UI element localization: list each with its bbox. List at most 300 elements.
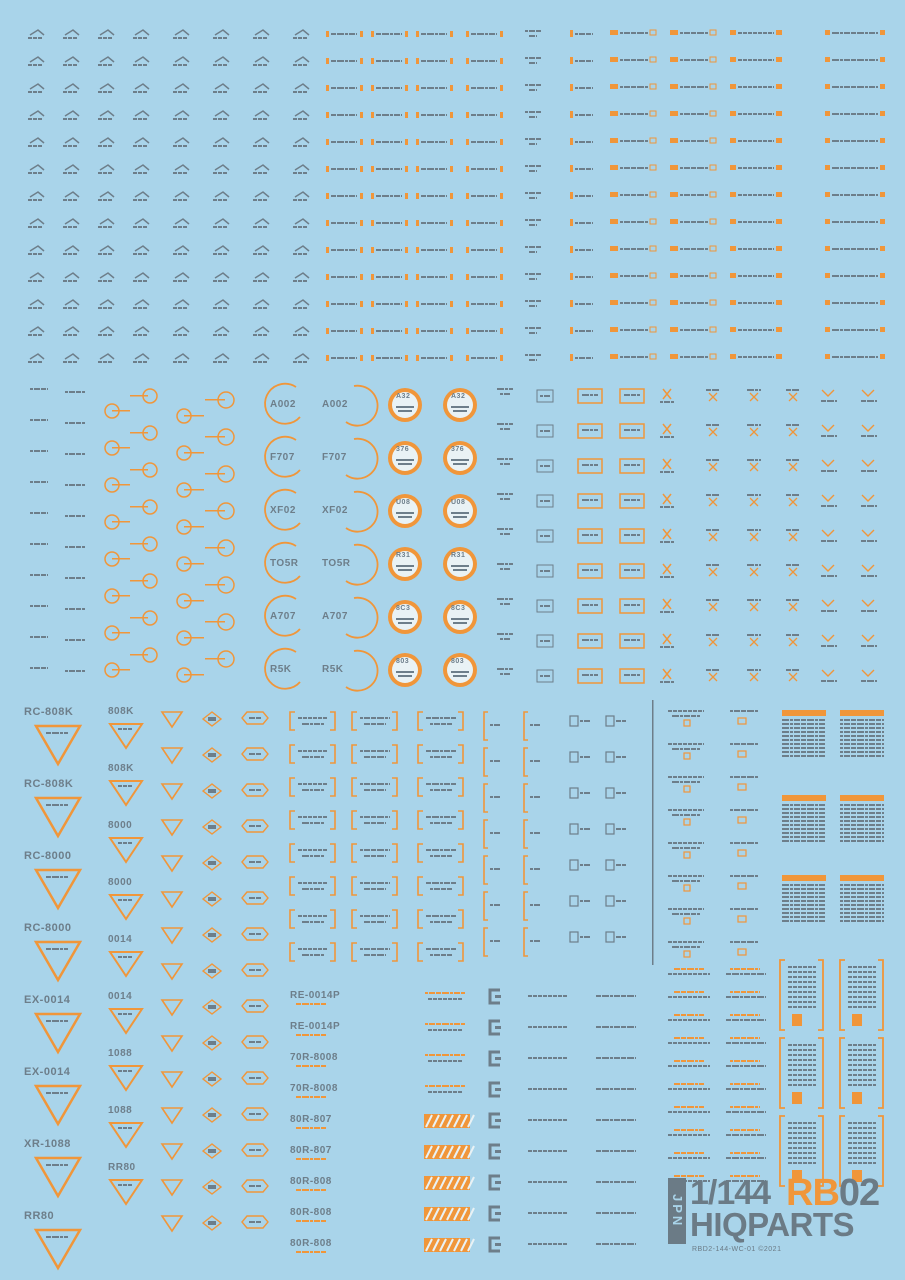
small-box	[606, 896, 614, 906]
arrow-mark	[135, 57, 149, 62]
stencil-text-mark	[337, 249, 344, 251]
stencil-text-mark	[793, 981, 797, 983]
stencil-text-mark	[695, 1060, 698, 1062]
stencil-text-mark	[755, 1060, 758, 1062]
stencil-text-mark	[218, 334, 222, 336]
orange-block	[880, 57, 885, 62]
stencil-text-mark	[489, 114, 495, 116]
cross-icon	[663, 634, 671, 644]
stencil-text-mark	[444, 717, 450, 719]
stencil-text-mark	[432, 783, 439, 785]
arrow-mark	[100, 246, 114, 251]
stencil-text-mark	[730, 875, 733, 877]
orange-tick	[416, 58, 419, 64]
stencil-text-mark	[803, 1059, 807, 1061]
stencil-text-mark	[108, 307, 112, 309]
stencil-text-mark	[544, 640, 550, 642]
stencil-text-mark	[819, 812, 825, 814]
stencil-text-mark	[33, 37, 37, 39]
orange-box	[684, 918, 690, 924]
stencil-text-mark	[691, 275, 696, 277]
stencil-text-mark	[450, 1023, 453, 1025]
stencil-text-mark	[318, 783, 322, 785]
stencil-text-mark	[691, 880, 696, 882]
stencil-text-mark	[683, 776, 687, 778]
stencil-text-mark	[494, 832, 500, 834]
stencil-text-mark	[377, 915, 384, 917]
chevron-icon	[822, 565, 834, 571]
stencil-text-mark	[376, 276, 381, 278]
stencil-text-mark	[540, 570, 543, 572]
stencil-text-mark	[840, 329, 843, 331]
stencil-text-mark	[69, 670, 75, 672]
stencil-text-mark	[876, 140, 878, 142]
stencil-text-mark	[730, 941, 733, 943]
stencil-text-mark	[790, 840, 793, 842]
stencil-text-mark	[616, 864, 621, 866]
stencil-text-mark	[808, 1122, 812, 1124]
stencil-text-mark	[868, 1127, 872, 1129]
stencil-text-mark	[321, 888, 324, 890]
stencil-text-mark	[740, 1042, 743, 1044]
stencil-text-mark	[803, 1064, 807, 1066]
arrow-mark	[30, 192, 44, 197]
badge-text-mark	[453, 675, 467, 677]
stencil-text-mark	[876, 356, 878, 358]
arrow-mark	[30, 219, 44, 224]
orange-block	[776, 327, 782, 332]
arrow-mark	[295, 30, 309, 35]
stencil-text-mark	[867, 540, 874, 542]
stencil-text-mark	[298, 783, 302, 785]
stencil-text-mark	[553, 1212, 557, 1214]
stencil-text-mark	[673, 842, 677, 844]
stencil-text-mark	[183, 64, 187, 66]
stencil-text-mark	[371, 954, 376, 956]
cross-icon	[709, 568, 717, 576]
stencil-text-mark	[755, 529, 758, 531]
orange-tick	[405, 31, 408, 37]
stencil-text-mark	[758, 329, 762, 331]
stencil-text-mark	[875, 435, 877, 437]
stencil-text-mark	[794, 836, 800, 838]
stencil-text-mark	[477, 249, 484, 251]
stencil-text-mark	[637, 464, 640, 466]
stencil-text-mark	[371, 915, 376, 917]
stencil-text-mark	[65, 639, 68, 641]
stencil-text-mark	[734, 1060, 740, 1062]
stencil-text-mark	[477, 195, 484, 197]
stencil-text-mark	[705, 356, 708, 358]
orange-tick	[466, 58, 469, 64]
chevron-icon	[822, 495, 834, 501]
stencil-text-mark	[680, 748, 683, 750]
stencil-text-mark	[835, 505, 837, 507]
stencil-text-mark	[624, 639, 630, 641]
stencil-text-mark	[558, 1026, 562, 1028]
stencil-text-mark	[364, 783, 370, 785]
stencil-text-mark	[688, 973, 692, 975]
stencil-text-mark	[385, 888, 386, 890]
chevron-icon	[862, 565, 874, 571]
orange-block	[730, 84, 736, 89]
diamond-core	[208, 789, 216, 793]
stencil-text-mark	[303, 199, 307, 201]
stencil-text-mark	[793, 1142, 797, 1144]
stencil-text-mark	[427, 141, 434, 143]
stencil-text-mark	[321, 822, 324, 824]
stencil-text-mark	[530, 832, 533, 834]
stencil-text-mark	[703, 1088, 707, 1090]
stencil-text-mark	[645, 356, 648, 358]
stencil-text-mark	[755, 1014, 758, 1016]
stencil-text-mark	[744, 1134, 750, 1136]
stencil-text-mark	[602, 1243, 609, 1245]
cross-icon	[709, 673, 717, 681]
stencil-text-mark	[28, 361, 32, 363]
stencil-text-mark	[382, 249, 389, 251]
stencil-text-mark	[813, 1054, 816, 1056]
orange-block	[670, 354, 678, 359]
stencil-text-mark	[697, 248, 704, 250]
stencil-text-mark	[30, 481, 33, 483]
stencil-text-mark	[60, 1164, 63, 1166]
stencil-text-mark	[798, 981, 802, 983]
stencil-text-mark	[759, 1129, 760, 1131]
stencil-text-mark	[671, 436, 674, 438]
stencil-text-mark	[356, 60, 357, 62]
badge-text-mark	[453, 463, 467, 465]
stencil-text-mark	[869, 896, 875, 898]
stencil-text-mark	[489, 168, 495, 170]
arrow-mark	[65, 30, 79, 35]
orange-tick	[570, 219, 573, 226]
stencil-text-mark	[302, 822, 309, 824]
stencil-text-mark	[793, 996, 797, 998]
stencil-text-mark	[684, 32, 690, 34]
stencil-text-mark	[763, 59, 767, 61]
orange-block	[880, 219, 885, 224]
stencil-text-mark	[788, 1147, 792, 1149]
stencil-text-mark	[683, 1088, 687, 1090]
stencil-text-mark	[693, 776, 697, 778]
stencil-text-mark	[302, 756, 309, 758]
cross-icon	[709, 603, 717, 611]
stencil-text-mark	[703, 941, 704, 943]
stencil-text-mark	[876, 808, 881, 810]
stencil-text-mark	[525, 300, 528, 302]
stencil-text-mark	[451, 882, 456, 884]
stencil-text-mark	[882, 916, 884, 918]
stencil-text-mark	[815, 812, 818, 814]
stencil-text-mark	[509, 493, 513, 495]
stencil-text-mark	[65, 608, 68, 610]
badge-code: R31	[396, 552, 411, 559]
stencil-text-mark	[803, 1069, 807, 1071]
stencil-text-mark	[544, 465, 550, 467]
stencil-text-mark	[687, 1106, 694, 1108]
stencil-text-mark	[594, 639, 598, 641]
stencil-text-mark	[584, 900, 590, 902]
stencil-text-mark	[869, 840, 875, 842]
stencil-text-mark	[390, 249, 393, 251]
stencil-text-mark	[768, 302, 772, 304]
stencil-text-mark	[505, 493, 508, 495]
bracket-icon	[418, 778, 423, 796]
stencil-text-mark	[450, 1054, 453, 1056]
stencil-text-mark	[637, 356, 644, 358]
stencil-text-mark	[213, 118, 217, 120]
stencil-text-mark	[118, 899, 122, 901]
orange-tick	[360, 166, 363, 172]
stencil-text-mark	[258, 253, 262, 255]
stencil-text-mark	[668, 1157, 672, 1159]
stencil-text-mark	[302, 1034, 309, 1036]
stencil-text-mark	[439, 114, 445, 116]
stencil-text-mark	[788, 1157, 792, 1159]
stencil-text-mark	[840, 920, 843, 922]
stencil-text-mark	[790, 804, 793, 806]
stencil-text-mark	[730, 842, 733, 844]
stencil-text-mark	[218, 145, 222, 147]
stencil-text-mark	[579, 141, 585, 143]
stencil-text-mark	[819, 888, 825, 890]
stencil-text-mark	[624, 221, 630, 223]
orange-block	[730, 219, 736, 224]
stencil-text-mark	[815, 908, 818, 910]
stencil-text-mark	[876, 896, 881, 898]
stencil-text-mark	[851, 816, 856, 818]
stencil-text-mark	[664, 611, 670, 613]
cross-icon	[663, 424, 671, 434]
stencil-text-mark	[668, 809, 672, 811]
stencil-text-mark	[173, 253, 177, 255]
stencil-text-mark	[314, 756, 320, 758]
stencil-text-mark	[708, 1019, 710, 1021]
stencil-text-mark	[765, 1042, 766, 1044]
stencil-text-mark	[734, 968, 740, 970]
stencil-text-mark	[684, 248, 690, 250]
small-box	[606, 752, 614, 762]
chevron-icon	[822, 600, 834, 606]
stencil-text-mark	[446, 114, 447, 116]
stencil-text-mark	[788, 1084, 792, 1086]
clip-core	[495, 1088, 501, 1091]
arrow-mark	[215, 300, 229, 305]
stencil-text-mark	[123, 956, 127, 958]
stencil-text-mark	[808, 1044, 812, 1046]
orange-tick	[466, 193, 469, 199]
orange-block	[776, 84, 782, 89]
stencil-text-mark	[575, 276, 578, 278]
stencil-text-mark	[298, 816, 302, 818]
stencil-text-mark	[693, 1134, 697, 1136]
stencil-text-mark	[782, 916, 789, 918]
ring-line	[112, 669, 130, 671]
serial-number: 70R-8008	[290, 1052, 338, 1063]
stencil-text-mark	[439, 195, 445, 197]
stencil-text-mark	[827, 645, 834, 647]
stencil-text-mark	[631, 639, 636, 641]
stencil-text-mark	[426, 948, 431, 950]
arrow-mark	[175, 30, 189, 35]
stencil-text-mark	[763, 329, 767, 331]
stencil-text-mark	[138, 37, 142, 39]
orange-block	[776, 246, 782, 251]
stencil-text-mark	[703, 842, 704, 844]
stencil-text-mark	[788, 1064, 792, 1066]
stencil-text-mark	[684, 140, 690, 142]
stencil-text-mark	[33, 334, 37, 336]
stencil-text-mark	[875, 400, 877, 402]
arrow-mark	[100, 192, 114, 197]
stencil-text-mark	[496, 114, 497, 116]
stencil-text-mark	[530, 904, 533, 906]
orange-block	[610, 354, 618, 359]
stencil-text-mark	[851, 275, 856, 277]
stencil-text-mark	[882, 755, 884, 757]
stencil-text-mark	[763, 356, 767, 358]
stencil-text-mark	[65, 484, 68, 486]
orange-block	[610, 30, 618, 35]
stencil-text-mark	[865, 892, 868, 894]
stencil-text-mark	[509, 458, 513, 460]
stencil-text-mark	[321, 756, 324, 758]
stencil-text-mark	[660, 646, 663, 648]
stencil-text-mark	[253, 145, 257, 147]
stencil-text-mark	[740, 1088, 743, 1090]
stencil-text-mark	[133, 253, 137, 255]
stencil-text-mark	[128, 785, 132, 787]
stencil-text-mark	[458, 1091, 462, 1093]
arrow-mark	[100, 165, 114, 170]
stencil-text-mark	[835, 470, 837, 472]
stencil-text-mark	[73, 199, 77, 201]
stencil-text-mark	[108, 118, 112, 120]
stencil-text-mark	[882, 804, 884, 806]
stencil-text-mark	[813, 1049, 816, 1051]
stencil-text-mark	[688, 996, 692, 998]
stencil-text-mark	[548, 1150, 552, 1152]
stencil-text-mark	[793, 1074, 797, 1076]
arrow-mark	[255, 138, 269, 143]
stencil-text-mark	[453, 1060, 457, 1062]
stencil-text-mark	[863, 1064, 867, 1066]
badge-text-mark	[396, 406, 414, 408]
orange-triangle-icon	[36, 726, 80, 764]
stencil-text-mark	[773, 329, 774, 331]
stencil-text-mark	[637, 248, 644, 250]
stencil-text-mark	[302, 1220, 309, 1222]
stencil-text-mark	[34, 605, 40, 607]
stencil-text-mark	[310, 855, 313, 857]
stencil-text-mark	[861, 435, 866, 437]
arrow-mark	[255, 219, 269, 224]
orange-triangle-icon	[162, 928, 182, 943]
stencil-text-mark	[793, 1162, 797, 1164]
stencil-text-mark	[738, 302, 742, 304]
stencil-text-mark	[794, 888, 800, 890]
stencil-text-mark	[356, 276, 357, 278]
ring-line	[205, 547, 225, 549]
stencil-text-mark	[427, 330, 434, 332]
orange-block	[825, 111, 830, 116]
stencil-text-mark	[82, 577, 85, 579]
stencil-text-mark	[790, 812, 793, 814]
stencil-text-mark	[548, 1181, 552, 1183]
stencil-text-mark	[869, 735, 875, 737]
stencil-text-mark	[321, 1096, 326, 1098]
stencil-text-mark	[664, 576, 670, 578]
arrow-mark	[65, 273, 79, 278]
stencil-text-mark	[793, 991, 797, 993]
cross-icon	[663, 669, 671, 679]
stencil-text-mark	[321, 789, 324, 791]
stencil-text-mark	[529, 273, 535, 275]
stencil-text-mark	[844, 356, 850, 358]
stencil-text-mark	[637, 113, 644, 115]
stencil-text-mark	[302, 789, 309, 791]
orange-box	[650, 273, 656, 278]
stencil-text-mark	[98, 64, 102, 66]
stencil-text-mark	[832, 329, 839, 331]
stencil-text-mark	[525, 354, 528, 356]
stencil-text-mark	[688, 1111, 692, 1113]
stencil-text-mark	[631, 429, 636, 431]
stencil-text-mark	[536, 35, 537, 37]
stencil-text-mark	[213, 226, 217, 228]
stencil-text-mark	[808, 1054, 812, 1056]
stencil-text-mark	[808, 1157, 812, 1159]
stencil-text-mark	[533, 1212, 537, 1214]
stencil-text-mark	[33, 280, 37, 282]
stencil-text-mark	[708, 1111, 710, 1113]
bracket-icon	[330, 745, 335, 763]
arrow-mark	[100, 273, 114, 278]
stencil-text-mark	[631, 140, 636, 142]
clip-core	[495, 1026, 501, 1029]
stencil-text-mark	[256, 861, 261, 863]
orange-tick	[466, 274, 469, 280]
stencil-text-mark	[38, 361, 42, 363]
stencil-text-mark	[631, 302, 636, 304]
stencil-text-mark	[296, 1034, 301, 1036]
stencil-text-mark	[815, 804, 818, 806]
stencil-text-mark	[705, 32, 708, 34]
stencil-text-mark	[882, 896, 884, 898]
stencil-text-mark	[435, 195, 438, 197]
stencil-text-mark	[863, 971, 867, 973]
stencil-text-mark	[865, 816, 868, 818]
stencil-text-mark	[477, 168, 484, 170]
stencil-text-mark	[440, 849, 443, 851]
stencil-text-mark	[610, 995, 613, 997]
ring-line	[184, 415, 204, 417]
stencil-text-mark	[832, 275, 839, 277]
stencil-text-mark	[693, 809, 697, 811]
stencil-text-mark	[794, 723, 800, 725]
stencil-text-mark	[703, 776, 704, 778]
stencil-text-mark	[377, 888, 384, 890]
bracket-icon	[524, 892, 528, 920]
stencil-text-mark	[377, 723, 384, 725]
stencil-text-mark	[433, 1060, 437, 1062]
stencil-text-mark	[584, 864, 590, 866]
stencil-text-mark	[678, 1157, 682, 1159]
stencil-text-mark	[303, 172, 307, 174]
stencil-text-mark	[536, 332, 537, 334]
orange-box	[684, 819, 690, 825]
